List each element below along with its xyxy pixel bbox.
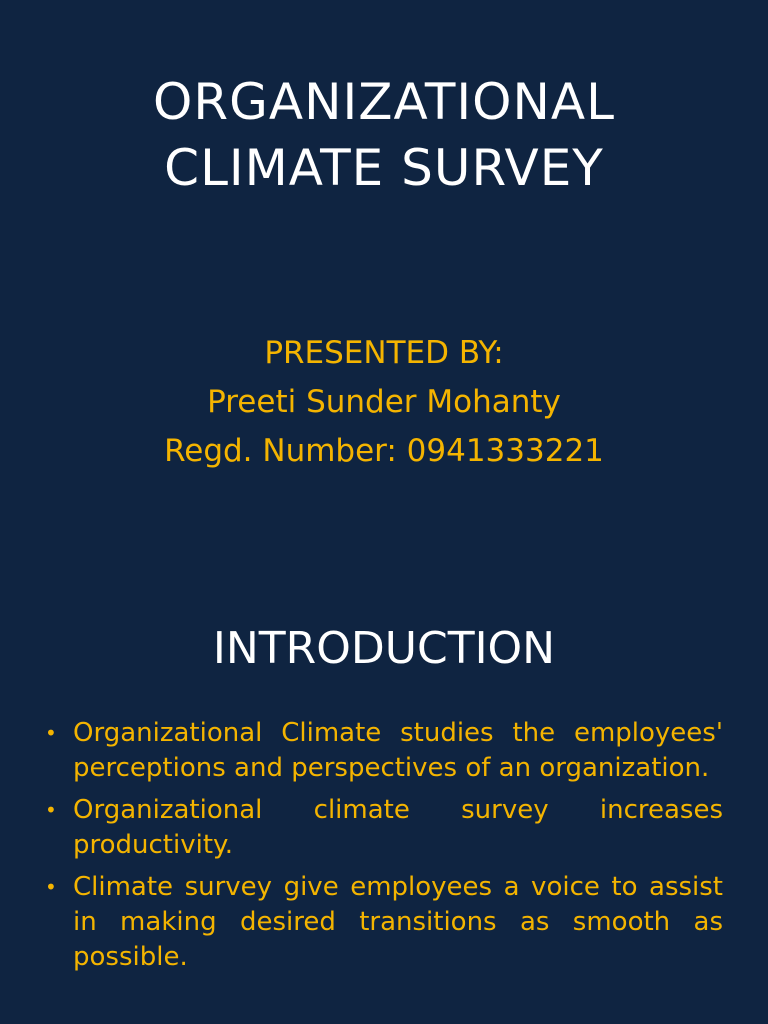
bullet-item	[45, 793, 723, 863]
introduction-slide	[0, 576, 768, 1024]
registration-number: Regd. Number: 0941333221	[164, 433, 604, 469]
introduction-heading: INTRODUCTION	[212, 623, 556, 674]
bullet-item	[45, 870, 723, 975]
presentation-title-line-2: CLIMATE SURVEY	[164, 139, 604, 197]
bullet-text: Climate survey give employees a voice to assist in making desired transitions as smooth as possible.	[73, 872, 723, 972]
presentation-title-line-1: ORGANIZATIONAL	[153, 73, 615, 131]
presented-by-label: PRESENTED BY:	[264, 335, 504, 371]
bullet-item	[45, 716, 723, 786]
bullet-icon: •	[45, 875, 57, 899]
bullet-icon: •	[45, 798, 57, 822]
bullet-text: Organizational climate survey increases productivity.	[73, 795, 723, 860]
bullet-text: Organizational Climate studies the employees' perceptions and perspectives of an organization.	[73, 718, 723, 783]
presenter-name: Preeti Sunder Mohanty	[207, 384, 561, 420]
introduction-bullet-list	[45, 716, 723, 982]
bullet-icon: •	[45, 721, 57, 745]
